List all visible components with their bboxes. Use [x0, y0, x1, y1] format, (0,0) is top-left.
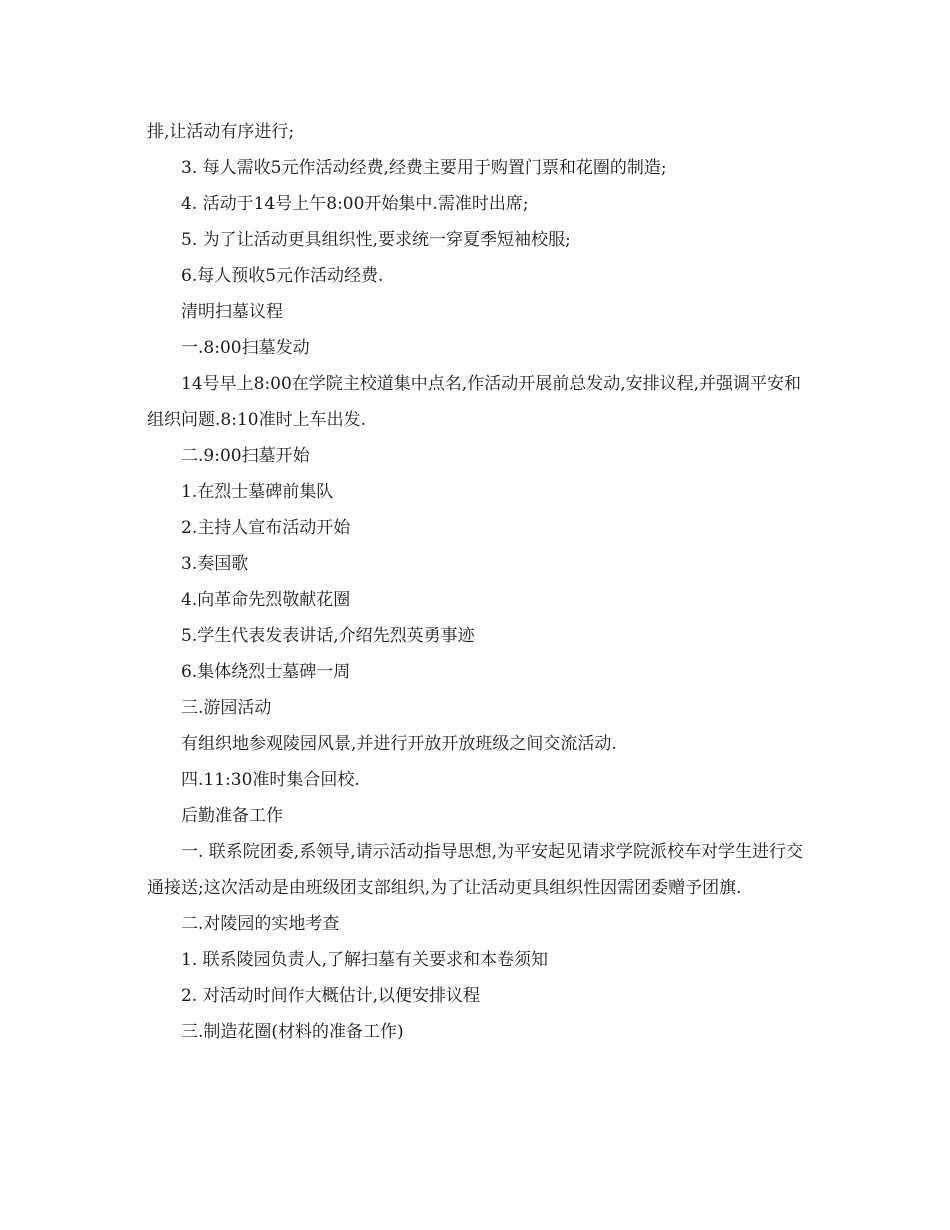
list-item: 4.向革命先烈敬献花圈: [181, 590, 351, 610]
section-heading: 清明扫墓议程: [181, 302, 283, 322]
paragraph: 二.对陵园的实地考查: [181, 914, 340, 934]
paragraph: 二.9:00扫墓开始: [181, 446, 310, 466]
list-item: 1. 联系陵园负责人,了解扫墓有关要求和本卷须知: [181, 950, 549, 970]
paragraph: 有组织地参观陵园风景,并进行开放开放班级之间交流活动.: [181, 734, 617, 754]
paragraph: 6.每人预收5元作活动经费.: [181, 266, 384, 286]
paragraph: 一. 联系院团委,系领导,请示活动指导思想,为平安起见请求学院派校车对学生进行交通接送;这次活动是由班级团支部组织,为了让活动更具组织性因需团委赠予团旗.: [147, 842, 804, 898]
section-heading: 后勤准备工作: [181, 806, 283, 826]
list-item: 5.学生代表发表讲话,介绍先烈英勇事迹: [181, 626, 475, 646]
paragraph: 三.游园活动: [181, 698, 272, 718]
paragraph: 4. 活动于14号上午8:00开始集中.需准时出席;: [181, 194, 529, 214]
list-item: 3.奏国歌: [181, 554, 249, 574]
paragraph: 三.制造花圈(材料的准备工作): [181, 1022, 404, 1042]
paragraph: 一.8:00扫墓发动: [181, 338, 310, 358]
list-item: 2.主持人宣布活动开始: [181, 518, 351, 538]
paragraph: 3. 每人需收5元作活动经费,经费主要用于购置门票和花圈的制造;: [181, 158, 667, 178]
paragraph: 排,让活动有序进行;: [147, 122, 295, 142]
document-body: [147, 114, 807, 1050]
paragraph: 14号早上8:00在学院主校道集中点名,作活动开展前总发动,安排议程,并强调平安和组织问题.8:10准时上车出发.: [147, 374, 802, 430]
paragraph: 四.11:30准时集合回校.: [181, 770, 360, 790]
list-item: 1.在烈士墓碑前集队: [181, 482, 334, 502]
list-item: 6.集体绕烈士墓碑一周: [181, 662, 351, 682]
paragraph: 5. 为了让活动更具组织性,要求统一穿夏季短袖校服;: [181, 230, 571, 250]
list-item: 2. 对活动时间作大概估计,以便安排议程: [181, 986, 481, 1006]
